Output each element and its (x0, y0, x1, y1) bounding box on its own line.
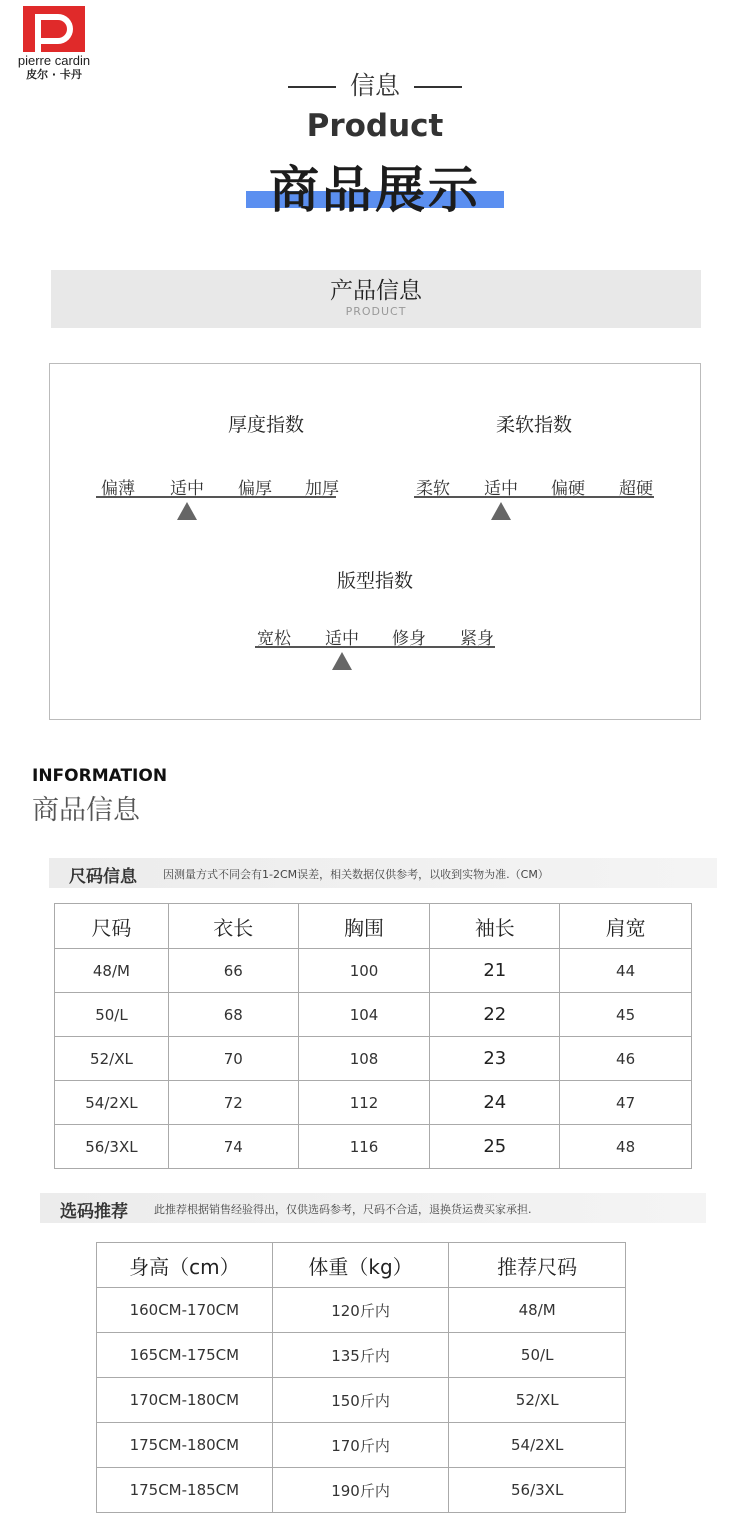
rec-table (96, 1242, 626, 1513)
table-row (55, 1125, 692, 1169)
rec-header-cell: 推荐尺码 (449, 1243, 626, 1288)
fit-scale (255, 618, 495, 648)
brand-name-en: pierre cardin (17, 53, 91, 68)
sleeve-cell: 24 (430, 1081, 560, 1125)
header-cn: 商品展示 (269, 161, 481, 219)
rec-header-cell: 身高（cm） (97, 1243, 273, 1288)
shoulder-cell: 46 (560, 1037, 692, 1081)
thickness-scale (96, 468, 339, 499)
rec-section-bar (40, 1193, 706, 1223)
info-title-en: INFORMATION (32, 766, 168, 786)
softness-indicator-icon (491, 502, 511, 520)
thickness-indicator-icon (177, 502, 197, 520)
fit-option: 修身 (392, 629, 426, 649)
rec-size-cell: 52/XL (449, 1378, 626, 1423)
size-table-header (55, 904, 692, 949)
size-section-note: 因测量方式不同会有1-2CM误差，相关数据仅供参考，以收到实物为准.（CM） (163, 868, 549, 881)
size-table (54, 903, 692, 1169)
sleeve-cell: 23 (430, 1037, 560, 1081)
size-cell: 52/XL (55, 1037, 169, 1081)
rec-size-cell: 56/3XL (449, 1468, 626, 1513)
table-row (97, 1288, 626, 1333)
size-header-cell: 袖长 (430, 904, 560, 949)
table-row (55, 1037, 692, 1081)
shoulder-cell: 48 (560, 1125, 692, 1169)
weight-cell: 120斤内 (272, 1288, 449, 1333)
size-header-cell: 尺码 (55, 904, 169, 949)
index-panel (49, 363, 701, 720)
fit-title: 版型指数 (336, 570, 413, 592)
chest-cell: 116 (298, 1125, 430, 1169)
rec-section-note: 此推荐根据销售经验得出，仅供选码参考，尺码不合适，退换货运费买家承担. (154, 1203, 532, 1216)
length-cell: 72 (168, 1081, 298, 1125)
chest-cell: 100 (298, 949, 430, 993)
size-header-cell: 衣长 (168, 904, 298, 949)
dash-right (414, 86, 462, 88)
length-cell: 70 (168, 1037, 298, 1081)
softness-title: 柔软指数 (495, 414, 572, 436)
rec-header-cell: 体重（kg） (272, 1243, 449, 1288)
product-banner (51, 270, 701, 328)
shoulder-cell: 47 (560, 1081, 692, 1125)
thickness-option: 偏厚 (238, 479, 272, 499)
sleeve-cell: 21 (430, 949, 560, 993)
softness-option: 适中 (484, 479, 518, 499)
shoulder-cell: 45 (560, 993, 692, 1037)
length-cell: 66 (168, 949, 298, 993)
fit-option: 适中 (325, 629, 359, 649)
thickness-option: 偏薄 (101, 479, 135, 499)
size-section-title: 尺码信息 (69, 867, 137, 887)
thickness-option: 适中 (170, 479, 204, 499)
height-cell: 160CM-170CM (97, 1288, 273, 1333)
table-row (55, 1081, 692, 1125)
table-row (97, 1333, 626, 1378)
thickness-title: 厚度指数 (227, 414, 304, 436)
height-cell: 170CM-180CM (97, 1378, 273, 1423)
size-cell: 48/M (55, 949, 169, 993)
rec-size-cell: 54/2XL (449, 1423, 626, 1468)
weight-cell: 170斤内 (272, 1423, 449, 1468)
brand-name-cn: 皮尔 · 卡丹 (26, 68, 82, 81)
chest-cell: 108 (298, 1037, 430, 1081)
size-cell: 56/3XL (55, 1125, 169, 1169)
rec-size-cell: 48/M (449, 1288, 626, 1333)
header-top-text: 信息 (349, 71, 400, 100)
table-row (97, 1378, 626, 1423)
size-header-cell: 胸围 (298, 904, 430, 949)
size-section-bar (49, 858, 717, 888)
info-title-cn: 商品信息 (32, 795, 140, 826)
weight-cell: 150斤内 (272, 1378, 449, 1423)
size-cell: 54/2XL (55, 1081, 169, 1125)
table-row (97, 1423, 626, 1468)
softness-option: 偏硬 (551, 479, 585, 499)
fit-option: 宽松 (257, 629, 291, 649)
height-cell: 165CM-175CM (97, 1333, 273, 1378)
length-cell: 74 (168, 1125, 298, 1169)
brand-mark-icon (23, 6, 85, 52)
height-cell: 175CM-185CM (97, 1468, 273, 1513)
softness-option: 柔软 (416, 479, 450, 499)
table-row (55, 993, 692, 1037)
banner-subtitle: PRODUCT (345, 305, 407, 318)
header-top (0, 66, 750, 102)
rec-table-header (97, 1243, 626, 1288)
banner-title: 产品信息 (330, 278, 422, 304)
shoulder-cell: 44 (560, 949, 692, 993)
size-header-cell: 肩宽 (560, 904, 692, 949)
weight-cell: 190斤内 (272, 1468, 449, 1513)
sleeve-cell: 25 (430, 1125, 560, 1169)
sleeve-cell: 22 (430, 993, 560, 1037)
fit-option: 紧身 (460, 629, 494, 649)
softness-option: 超硬 (619, 479, 653, 499)
fit-indicator-icon (332, 652, 352, 670)
chest-cell: 112 (298, 1081, 430, 1125)
thickness-option: 加厚 (305, 479, 339, 499)
weight-cell: 135斤内 (272, 1333, 449, 1378)
table-row (97, 1468, 626, 1513)
length-cell: 68 (168, 993, 298, 1037)
size-cell: 50/L (55, 993, 169, 1037)
rec-size-cell: 50/L (449, 1333, 626, 1378)
header-en: Product (306, 108, 444, 144)
table-row (55, 949, 692, 993)
dash-left (288, 86, 336, 88)
height-cell: 175CM-180CM (97, 1423, 273, 1468)
softness-scale (414, 468, 654, 498)
chest-cell: 104 (298, 993, 430, 1037)
rec-section-title: 选码推荐 (60, 1202, 128, 1222)
